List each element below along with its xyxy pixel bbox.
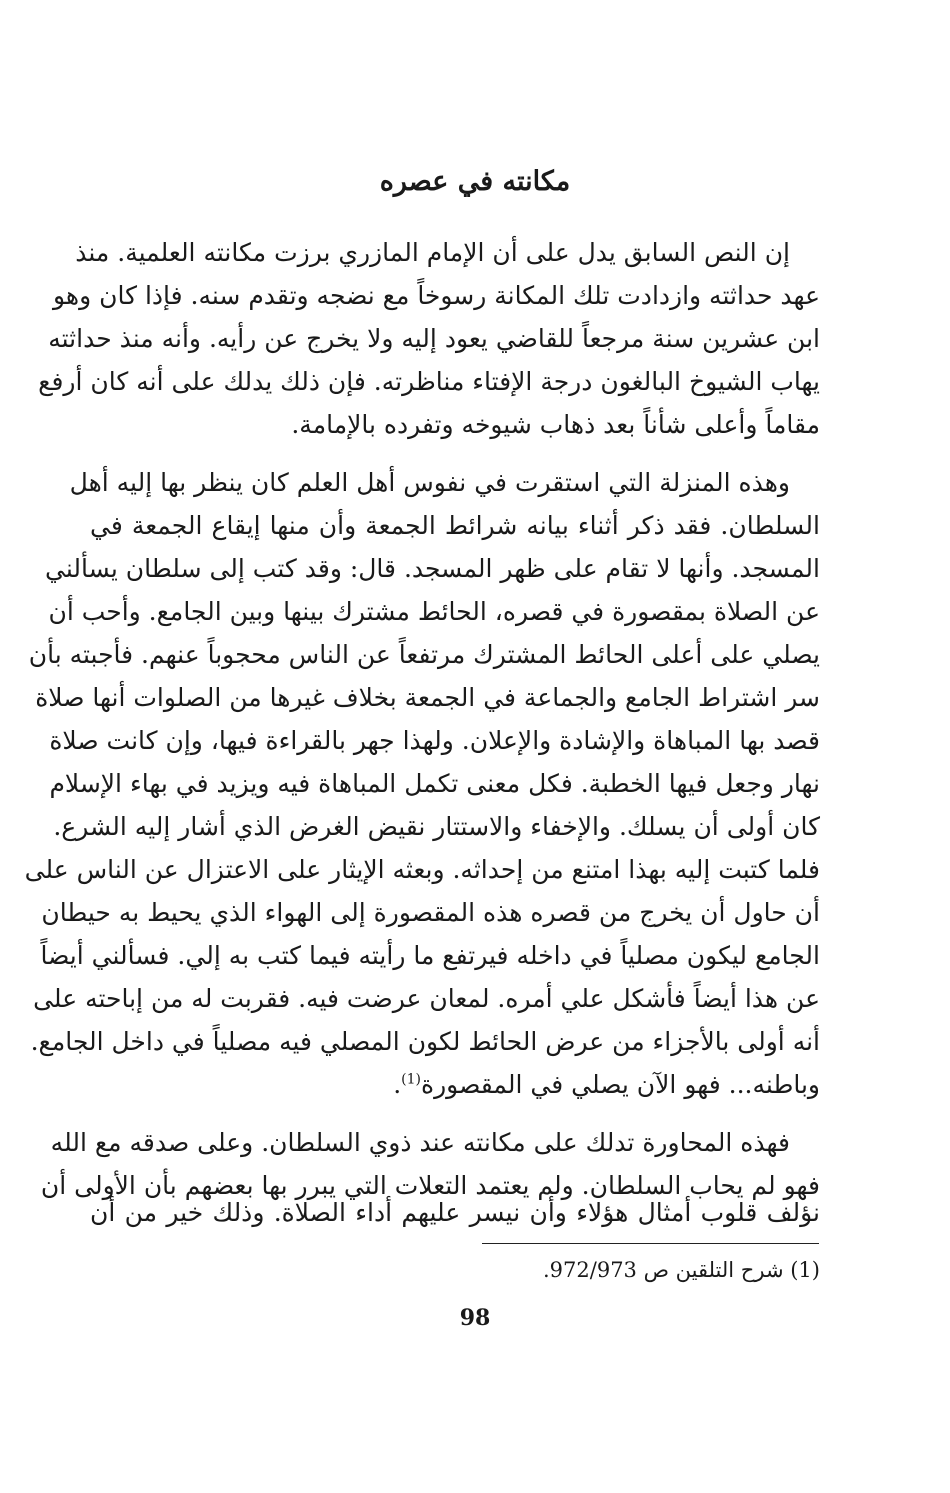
text-line: عن هذا أيضاً فأشكل علي أمره. لمعان عرضت فيه. فقربت له من إباحته على	[33, 984, 820, 1013]
text-line: فلما كتبت إليه بهذا امتنع من إحداثه. وبعثه الإيثار على الاعتزال عن الناس على	[24, 855, 820, 884]
page-number: 98	[459, 1305, 491, 1331]
text-line: فهذه المحاورة تدلك على مكانته عند ذوي السلطان. وعلى صدقه مع الله	[50, 1128, 790, 1157]
text-line: عن الصلاة بمقصورة في قصره، الحائط مشترك بينها وبين الجامع. وأحب أن	[48, 597, 820, 626]
text-line: قصد بها المباهاة والإشادة والإعلان. ولهذا جهر بالقراءة فيها، وإن كانت صلاة	[49, 726, 820, 755]
text-line: مقاماً وأعلى شأناً بعد ذهاب شيوخه وتفرده بالإمامة.	[291, 410, 820, 439]
section-title: مكانته في عصره	[379, 166, 571, 197]
text-line: وهذه المنزلة التي استقرت في نفوس أهل العلم كان ينظر بها إليه أهل	[69, 468, 790, 497]
text-line: ابن عشرين سنة مرجعاً للقاضي يعود إليه ولا يخرج عن رأيه. وأنه منذ حداثته	[48, 324, 820, 353]
text-line: يهاب الشيوخ البالغون درجة الإفتاء مناظرته. فإن ذلك يدلك على أنه كان أرفع	[38, 367, 820, 396]
text-line: المسجد. وأنها لا تقام على ظهر المسجد. قال: وقد كتب إلى سلطان يسألني	[44, 554, 820, 583]
text-line: يصلي على أعلى الحائط المشترك مرتفعاً عن الناس محجوباً عنهم. فأجبته بأن	[28, 640, 820, 669]
text-line-content: وباطنه... فهو الآن يصلي في المقصورة	[421, 1070, 820, 1099]
text-line: إن النص السابق يدل على أن الإمام المازري برزت مكانته العلمية. منذ	[75, 238, 790, 267]
text-line: فهو لم يحاب السلطان. ولم يعتمد التعلات التي يبرر بها بعضهم بأن الأولى أن	[40, 1171, 820, 1200]
text-line: نؤلف قلوب أمثال هؤلاء وأن نيسر عليهم أداء الصلاة. وذلك خير من أن	[90, 1198, 820, 1227]
text-line: أن حاول أن يخرج من قصره هذه المقصورة إلى الهواء الذي يحيط به حيطان	[41, 898, 820, 927]
end-punctuation: .	[393, 1070, 402, 1099]
text-line: أنه أولى بالأجزاء من عرض الحائط لكون المصلي فيه مصلياً في داخل الجامع.	[30, 1027, 820, 1056]
text-line: السلطان. فقد ذكر أثناء بيانه شرائط الجمعة وأن منها إيقاع الجمعة في	[90, 511, 820, 540]
text-line: كان أولى أن يسلك. والإخفاء والاستتار نقيض الغرض الذي أشار إليه الشرع.	[53, 812, 820, 841]
text-line: سر اشتراط الجامع والجماعة في الجمعة بخلاف غيرها من الصلوات أنها صلاة	[35, 683, 820, 712]
footnote-divider	[482, 1243, 819, 1244]
footnote-reference: (1)	[401, 1071, 421, 1088]
text-line: نهار وجعل فيها الخطبة. فكل معنى تكمل المباهاة فيه ويزيد في بهاء الإسلام	[49, 769, 820, 798]
text-line-last	[90, 1072, 820, 1097]
text-line: الجامع ليكون مصلياً في داخله فيرتفع ما رأيته فيما كتب به إلي. فسألني أيضاً	[40, 941, 820, 970]
footnote: (1) شرح التلقين ص 972/973.	[542, 1258, 820, 1282]
text-line: عهد حداثته وازدادت تلك المكانة رسوخاً مع نضجه وتقدم سنه. فإذا كان وهو	[53, 281, 820, 310]
